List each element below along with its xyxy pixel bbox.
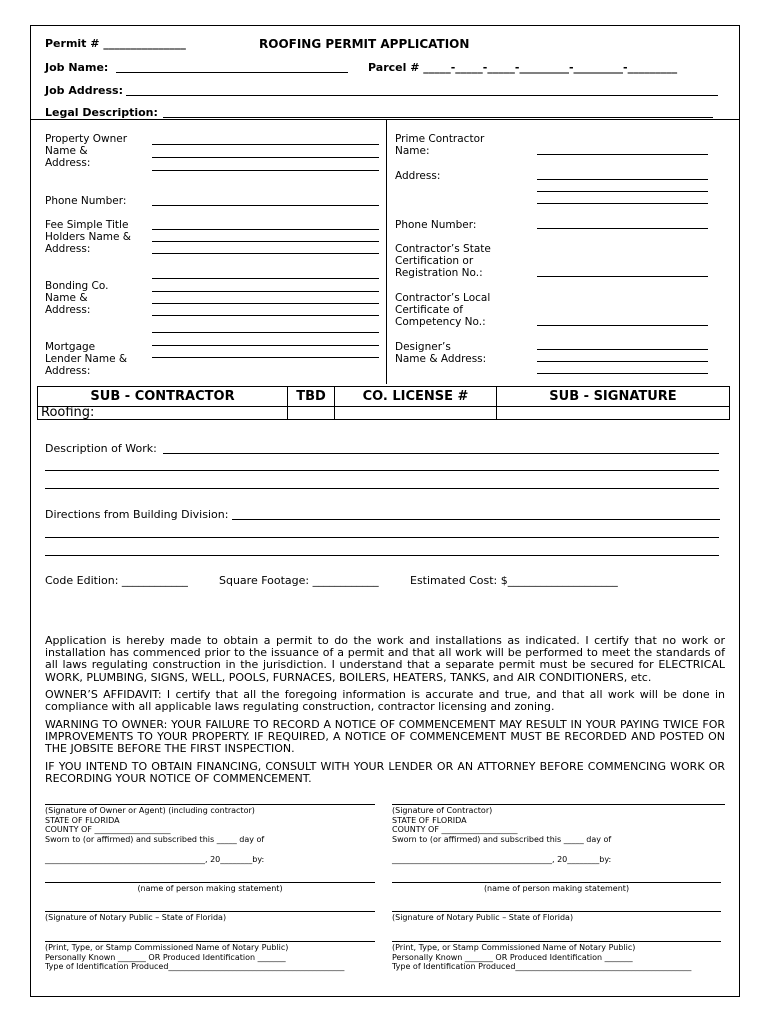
section-divider (31, 119, 739, 120)
job-name-field[interactable] (116, 72, 348, 73)
contractor-notary-name-line[interactable] (392, 941, 721, 942)
owner-signature-block: (Signature of Owner or Agent) (including contractor) STATE OF FLORIDA COUNTY OF ___________________ Sworn to (or affirmed) and subscribed this _____ day of (45, 806, 265, 844)
owner-phone-label: Phone Number: (45, 195, 127, 207)
prime-contractor-label: Prime Contractor Name: (395, 133, 485, 157)
legal-description-field[interactable] (163, 117, 713, 118)
job-name-label: Job Name: (45, 61, 109, 74)
description-line[interactable] (45, 470, 719, 471)
designer-line[interactable] (537, 349, 708, 350)
owner-phone-field[interactable] (152, 205, 379, 206)
owner-notary-line[interactable] (45, 911, 375, 912)
job-address-label: Job Address: (45, 84, 123, 97)
directions-line[interactable] (45, 537, 719, 538)
contractor-phone-label: Phone Number: (395, 219, 477, 231)
financing-notice: IF YOU INTEND TO OBTAIN FINANCING, CONSULT WITH YOUR LENDER OR AN ATTORNEY BEFORE COMMENCING WORK OR RECORDING YOUR NOTICE OF COMMENCEMENT. (45, 760, 725, 786)
owner-name-line[interactable] (45, 882, 375, 883)
mortgage-line[interactable] (152, 345, 379, 346)
bonding-line[interactable] (152, 315, 379, 316)
contractor-signature-block: (Signature of Contractor) STATE OF FLORIDA COUNTY OF ___________________ Sworn to (or affirmed) and subscribed this _____ day of (392, 806, 612, 844)
designer-line[interactable] (537, 373, 708, 374)
bonding-line[interactable] (152, 303, 379, 304)
form-title: ROOFING PERMIT APPLICATION (259, 37, 470, 51)
contractor-address-line[interactable] (537, 179, 708, 180)
permit-number-label[interactable]: Permit # _______________ (45, 37, 186, 50)
fee-simple-label: Fee Simple Title Holders Name & Address: (45, 219, 131, 255)
bonding-label: Bonding Co. Name & Address: (45, 280, 109, 316)
owners-affidavit: OWNER’S AFFIDAVIT: I certify that all the foregoing information is accurate and true, and that all work will be done in compliance with all applicable laws regulating construction, contractor licensing and zoning. (45, 688, 725, 714)
directions-label: Directions from Building Division: (45, 508, 229, 521)
owner-signature-line[interactable] (45, 804, 375, 805)
job-address-field[interactable] (126, 95, 718, 96)
directions-line[interactable] (232, 519, 720, 520)
estimated-cost-label[interactable]: Estimated Cost: $____________________ (410, 574, 618, 587)
designer-line[interactable] (537, 361, 708, 362)
owner-date-line[interactable]: ________________________________________, 20________by: (45, 855, 265, 864)
property-owner-label: Property Owner Name & Address: (45, 133, 128, 169)
contractor-name-caption: (name of person making statement) (483, 884, 630, 893)
sub-contractor-table (37, 386, 730, 420)
roofing-license-cell[interactable] (335, 406, 497, 420)
bonding-line[interactable] (152, 291, 379, 292)
contractor-date-line[interactable]: ________________________________________, 20________by: (392, 855, 612, 864)
mortgage-label: Mortgage Lender Name & Address: (45, 341, 128, 377)
contractor-name-line[interactable] (392, 882, 721, 883)
legal-description-label: Legal Description: (45, 106, 158, 119)
owner-notary-name-line[interactable] (45, 941, 375, 942)
state-cert-field[interactable] (537, 276, 708, 277)
contractor-signature-line[interactable] (392, 804, 725, 805)
contractor-phone-field[interactable] (537, 228, 708, 229)
state-cert-label: Contractor’s State Certification or Registration No.: (395, 243, 491, 279)
parcel-label[interactable]: Parcel # _____-_____-_____-_________-_________-_________ (368, 61, 678, 74)
directions-line[interactable] (45, 555, 719, 556)
application-statement: Application is hereby made to obtain a permit to do the work and installations as indicated. I certify that no work or installation has commenced prior to the issuance of a permit and that all work will be performed to meet the standards of all laws regulating construction in the jurisdiction. I understand that a separate permit must be secured for ELECTRICAL WORK, PLUMBING, SIGNS, WELL, POOLS, FURNACES, BOILERS, HEATERS, TANKS, and AIR CONDITIONERS, etc. (45, 634, 725, 684)
roofing-row-label: Roofing: (38, 406, 288, 420)
bonding-line[interactable] (152, 332, 379, 333)
roofing-signature-cell[interactable] (497, 406, 729, 420)
header-tbd: TBD (288, 387, 335, 406)
square-footage-label[interactable]: Square Footage: ____________ (219, 574, 379, 587)
contractor-notary-caption: (Signature of Notary Public – State of Florida) (392, 913, 574, 922)
roofing-tbd-cell[interactable] (288, 406, 335, 420)
fee-simple-line[interactable] (152, 278, 379, 279)
description-line[interactable] (45, 488, 719, 489)
owner-notary-name-block: (Print, Type, or Stamp Commissioned Name of Notary Public) Personally Known _______ OR Produced Identification _______ Type of Identification Produced____________________________________________ (45, 943, 345, 972)
contractor-address-line[interactable] (537, 203, 708, 204)
description-line[interactable] (163, 453, 719, 454)
owner-notary-caption: (Signature of Notary Public – State of Florida) (45, 913, 227, 922)
property-owner-line[interactable] (152, 157, 379, 158)
contractor-address-label: Address: (395, 170, 441, 182)
prime-contractor-field[interactable] (537, 154, 708, 155)
contractor-notary-name-block: (Print, Type, or Stamp Commissioned Name of Notary Public) Personally Known _______ OR Produced Identification _______ Type of Identification Produced____________________________________________ (392, 943, 692, 972)
fee-simple-line[interactable] (152, 253, 379, 254)
description-of-work-label: Description of Work: (45, 442, 157, 455)
header-sub-contractor: SUB - CONTRACTOR (38, 387, 288, 406)
local-cert-field[interactable] (537, 325, 708, 326)
header-sub-signature: SUB - SIGNATURE (549, 389, 677, 404)
warning-to-owner: WARNING TO OWNER: YOUR FAILURE TO RECORD A NOTICE OF COMMENCEMENT MAY RESULT IN YOUR PAYING TWICE FOR IMPROVEMENTS TO YOUR PROPERTY. IF REQUIRED, A NOTICE OF COMMENCEMENT MUST BE RECORDED AND POSTED ON THE JOBSITE BEFORE THE FIRST INSPECTION. (45, 718, 725, 756)
local-cert-label: Contractor’s Local Certificate of Competency No.: (395, 292, 491, 328)
property-owner-line[interactable] (152, 170, 379, 171)
fee-simple-line[interactable] (152, 241, 379, 242)
header-co-license: CO. LICENSE # (335, 387, 497, 406)
fee-simple-line[interactable] (152, 229, 379, 230)
contractor-address-line[interactable] (537, 191, 708, 192)
contractor-notary-line[interactable] (392, 911, 721, 912)
code-edition-label[interactable]: Code Edition: ____________ (45, 574, 188, 587)
column-divider (386, 120, 387, 384)
property-owner-line[interactable] (152, 144, 379, 145)
owner-name-caption: (name of person making statement) (137, 884, 283, 893)
mortgage-line[interactable] (152, 357, 379, 358)
designer-label: Designer’s Name & Address: (395, 341, 487, 365)
